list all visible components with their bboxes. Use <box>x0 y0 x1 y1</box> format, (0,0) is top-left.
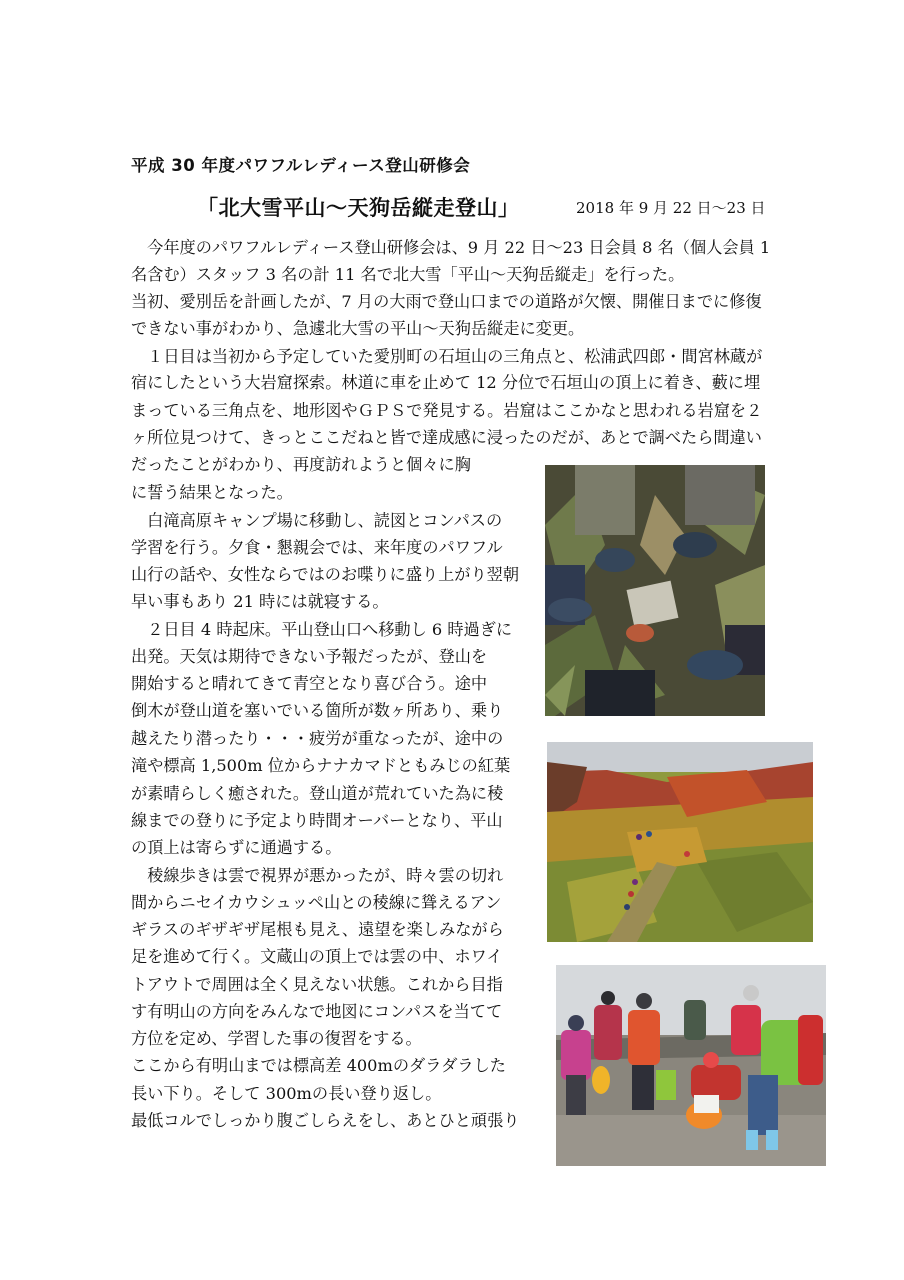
event-date: 2018 年 9 月 22 日〜23 日 <box>576 199 766 217</box>
body-line: トアウトで周囲は全く見えない状態。これから目指 <box>131 975 503 994</box>
body-line: 長い下り。そして 300mの長い登り返し。 <box>131 1084 442 1103</box>
body-line: 最低コルでしっかり腹ごしらえをし、あとひと頑張り <box>131 1111 520 1130</box>
body-line: だったことがわかり、再度訪れようと個々に胸 <box>131 455 471 474</box>
page-title: 「北大雪平山〜天狗岳縦走登山」 <box>197 196 520 220</box>
body-line: 名含む）スタッフ 3 名の計 11 名で北大雪「平山〜天狗岳縦走」を行った。 <box>131 265 685 284</box>
body-line: す有明山の方向をみんなで地図にコンパスを当てて <box>131 1002 503 1021</box>
body-line: が素晴らしく癒された。登山道が荒れていた為に稜 <box>131 784 504 803</box>
body-line: 倒木が登山道を塞いでいる箇所が数ヶ所あり、乗り <box>131 701 504 720</box>
body-line: ここから有明山までは標高差 400mのダラダラした <box>131 1056 506 1075</box>
body-line: まっている三角点を、地形図やＧＰＳで発見する。岩窟はここかなと思われる岩窟を２ <box>131 401 763 420</box>
body-line: 越えたり潜ったり・・・疲労が重なったが、途中の <box>131 729 504 748</box>
body-line: 当初、愛別岳を計画したが、7 月の大雨で登山口までの道路が欠懐、開催日までに修復 <box>131 292 762 311</box>
body-line: １日目は当初から予定していた愛別町の石垣山の三角点と、松浦武四郎・間宮林蔵が <box>131 347 763 366</box>
body-line: 白滝高原キャンプ場に移動し、読図とコンパスの <box>131 511 503 530</box>
body-line: 宿にしたという大岩窟探索。林道に車を止めて 12 分位で石垣山の頂上に着き、藪に埋 <box>131 373 761 392</box>
body-line: 今年度のパワフルレディース登山研修会は、9 月 22 日〜23 日会員 8 名（個人会員 1 <box>131 238 771 257</box>
body-line: の頂上は寄らずに通過する。 <box>131 838 342 857</box>
body-line: 間からニセイカウシュッペ山との稜線に聳えるアン <box>131 893 502 912</box>
body-line: に誓う結果となった。 <box>131 483 293 502</box>
body-line: 足を進めて行く。文蔵山の頂上では雲の中、ホワイ <box>131 947 503 966</box>
body-line: ２日目 4 時起床。平山登山口へ移動し 6 時過ぎに <box>131 620 513 639</box>
body-line: 線までの登りに予定より時間オーバーとなり、平山 <box>131 811 503 830</box>
body-line: 早い事もあり 21 時には就寝する。 <box>131 592 389 611</box>
body-line: 学習を行う。夕食・懇親会では、来年度のパワフル <box>131 538 503 557</box>
body-line: 滝や標高 1,500m 位からナナカマドともみじの紅葉 <box>131 756 511 775</box>
body-line: 出発。天気は期待できない予報だったが、登山を <box>131 647 488 666</box>
body-line: できない事がわかり、急遽北大雪の平山〜天狗岳縦走に変更。 <box>131 319 585 338</box>
body-line: ヶ所位見つけて、きっとここだねと皆で達成感に浸ったのだが、あとで調べたら間違い <box>131 428 762 447</box>
body-line: 稜線歩きは雲で視界が悪かったが、時々雲の切れ <box>131 866 504 885</box>
photo-group-compass <box>556 965 826 1166</box>
series-title: 平成 30 年度パワフルレディース登山研修会 <box>131 156 471 175</box>
body-line: 山行の話や、女性ならではのお喋りに盛り上がり翌朝 <box>131 565 520 584</box>
body-line: ギラスのギザギザ尾根も見え、遠望を楽しみながら <box>131 920 504 939</box>
body-line: 開始すると晴れてきて青空となり喜び合う。途中 <box>131 674 488 693</box>
photo-autumn-slope <box>547 742 813 942</box>
photo-triangulation-point <box>545 465 765 716</box>
body-line: 方位を定め、学習した事の復習をする。 <box>131 1029 422 1048</box>
